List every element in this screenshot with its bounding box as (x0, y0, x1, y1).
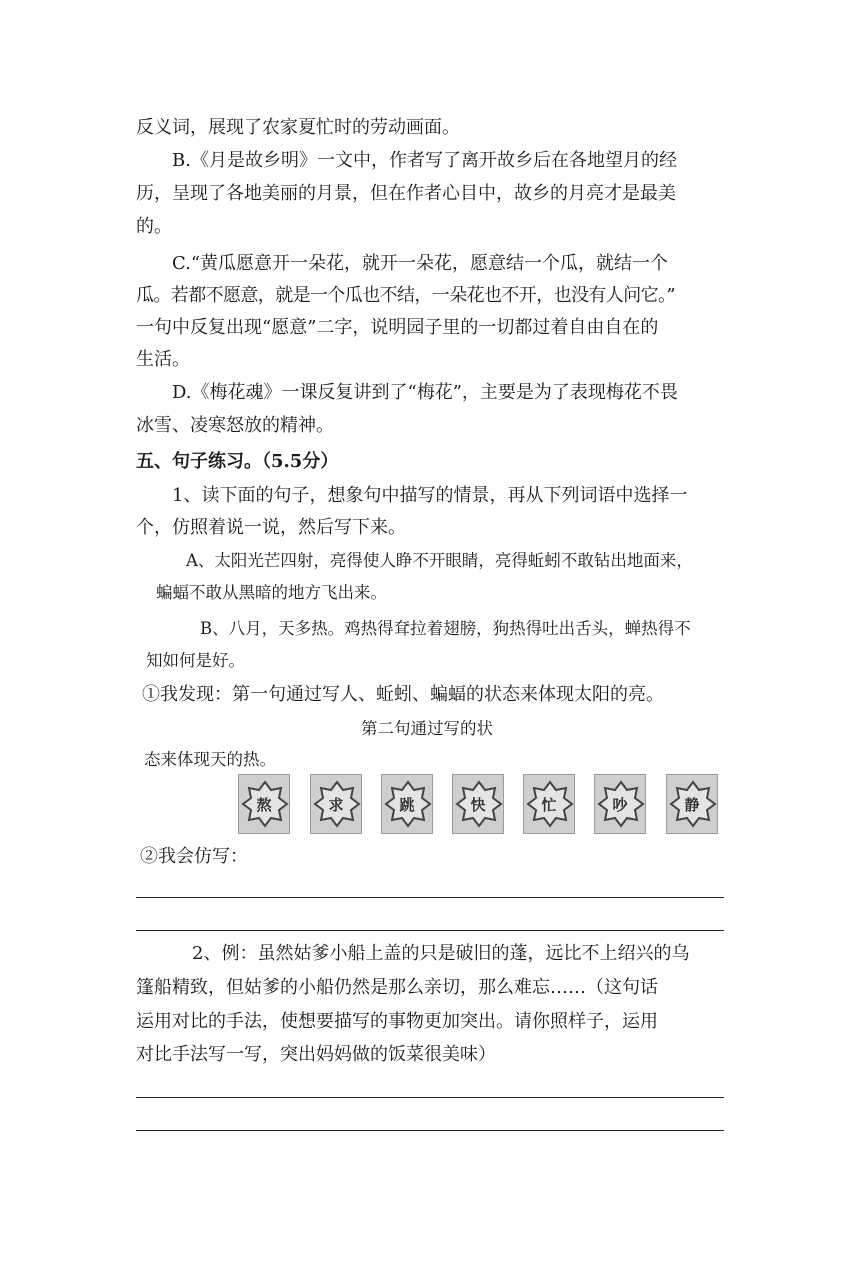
word-tile-char: 求 (328, 795, 344, 814)
question-2-line: 对比手法写一写，突出妈妈做的饭菜很美味） (136, 1044, 496, 1065)
imitate-prompt: ②我会仿写： (140, 846, 248, 867)
example-b-line: 知如何是好。 (146, 651, 245, 670)
word-tile[interactable] (238, 774, 290, 834)
word-tile[interactable] (666, 774, 718, 834)
word-tile-char: 吵 (612, 795, 628, 814)
discover-line: ①我发现：第一句通过写人、蚯蚓、蝙蝠的状态来体现太阳的亮。 (142, 684, 664, 705)
word-tile[interactable] (452, 774, 504, 834)
question-2-line: 运用对比的手法，使想要描写的事物更加突出。请你照样子，运用 (136, 1011, 658, 1032)
text-line: 一句中反复出现“愿意”二字，说明园子里的一切都过着自由自在的 (136, 317, 659, 338)
word-tile-char: 跳 (399, 795, 415, 814)
word-tile[interactable] (523, 774, 575, 834)
second-sentence-continuation: 态来体现天的热。 (144, 750, 276, 769)
question-1-line: 1、读下面的句子，想象句中描写的情景，再从下列词语中选择一 (172, 485, 688, 506)
text-line: 历，呈现了各地美丽的月景，但在作者心目中，故乡的月亮才是最美 (136, 183, 676, 204)
question-1-line: 个，仿照着说一说，然后写下来。 (136, 517, 406, 538)
example-a-line: 蝙蝠不敢从黑暗的地方飞出来。 (156, 583, 387, 602)
text-line: 生活。 (136, 349, 190, 370)
example-b-line: B、八月，天多热。鸡热得耷拉着翅膀，狗热得吐出舌头，蝉热得不 (200, 619, 691, 638)
answer-line[interactable] (136, 930, 724, 931)
text-line: D.《梅花魂》一课反复讲到了“梅花”，主要是为了表现梅花不畏 (172, 382, 678, 403)
answer-line[interactable] (136, 897, 724, 898)
word-tile-char: 静 (684, 795, 700, 814)
text-line: 反义词，展现了农家夏忙时的劳动画面。 (136, 117, 460, 138)
text-line: 瓜。若都不愿意，就是一个瓜也不结，一朵花也不开，也没有人问它。” (136, 285, 675, 306)
example-a-line: A、太阳光芒四射，亮得使人睁不开眼睛，亮得蚯蚓不敢钻出地面来， (186, 551, 693, 570)
section-title: 五、句子练习。（5.5分） (136, 451, 339, 472)
word-tile-char: 熬 (256, 795, 272, 814)
question-2-line: 篷船精致，但姑爹的小船仍然是那么亲切，那么难忘……（这句话 (136, 977, 658, 998)
word-tile-char: 忙 (541, 795, 557, 814)
second-sentence-line: 第二句通过写的状 (361, 719, 493, 738)
text-line: 的。 (136, 216, 172, 237)
text-line: 冰雪、凌寒怒放的精神。 (136, 415, 334, 436)
text-line: B.《月是故乡明》一文中，作者写了离开故乡后在各地望月的经 (172, 150, 677, 171)
answer-line[interactable] (136, 1130, 724, 1131)
answer-line[interactable] (136, 1097, 724, 1098)
word-tile-char: 快 (470, 795, 486, 814)
word-tile[interactable] (381, 774, 433, 834)
word-tile[interactable] (594, 774, 646, 834)
question-2-line: 2、例：虽然姑爹小船上盖的只是破旧的蓬，远比不上绍兴的乌 (192, 943, 690, 964)
text-line: C.“黄瓜愿意开一朵花，就开一朵花，愿意结一个瓜，就结一个 (172, 253, 669, 274)
word-tile[interactable] (310, 774, 362, 834)
